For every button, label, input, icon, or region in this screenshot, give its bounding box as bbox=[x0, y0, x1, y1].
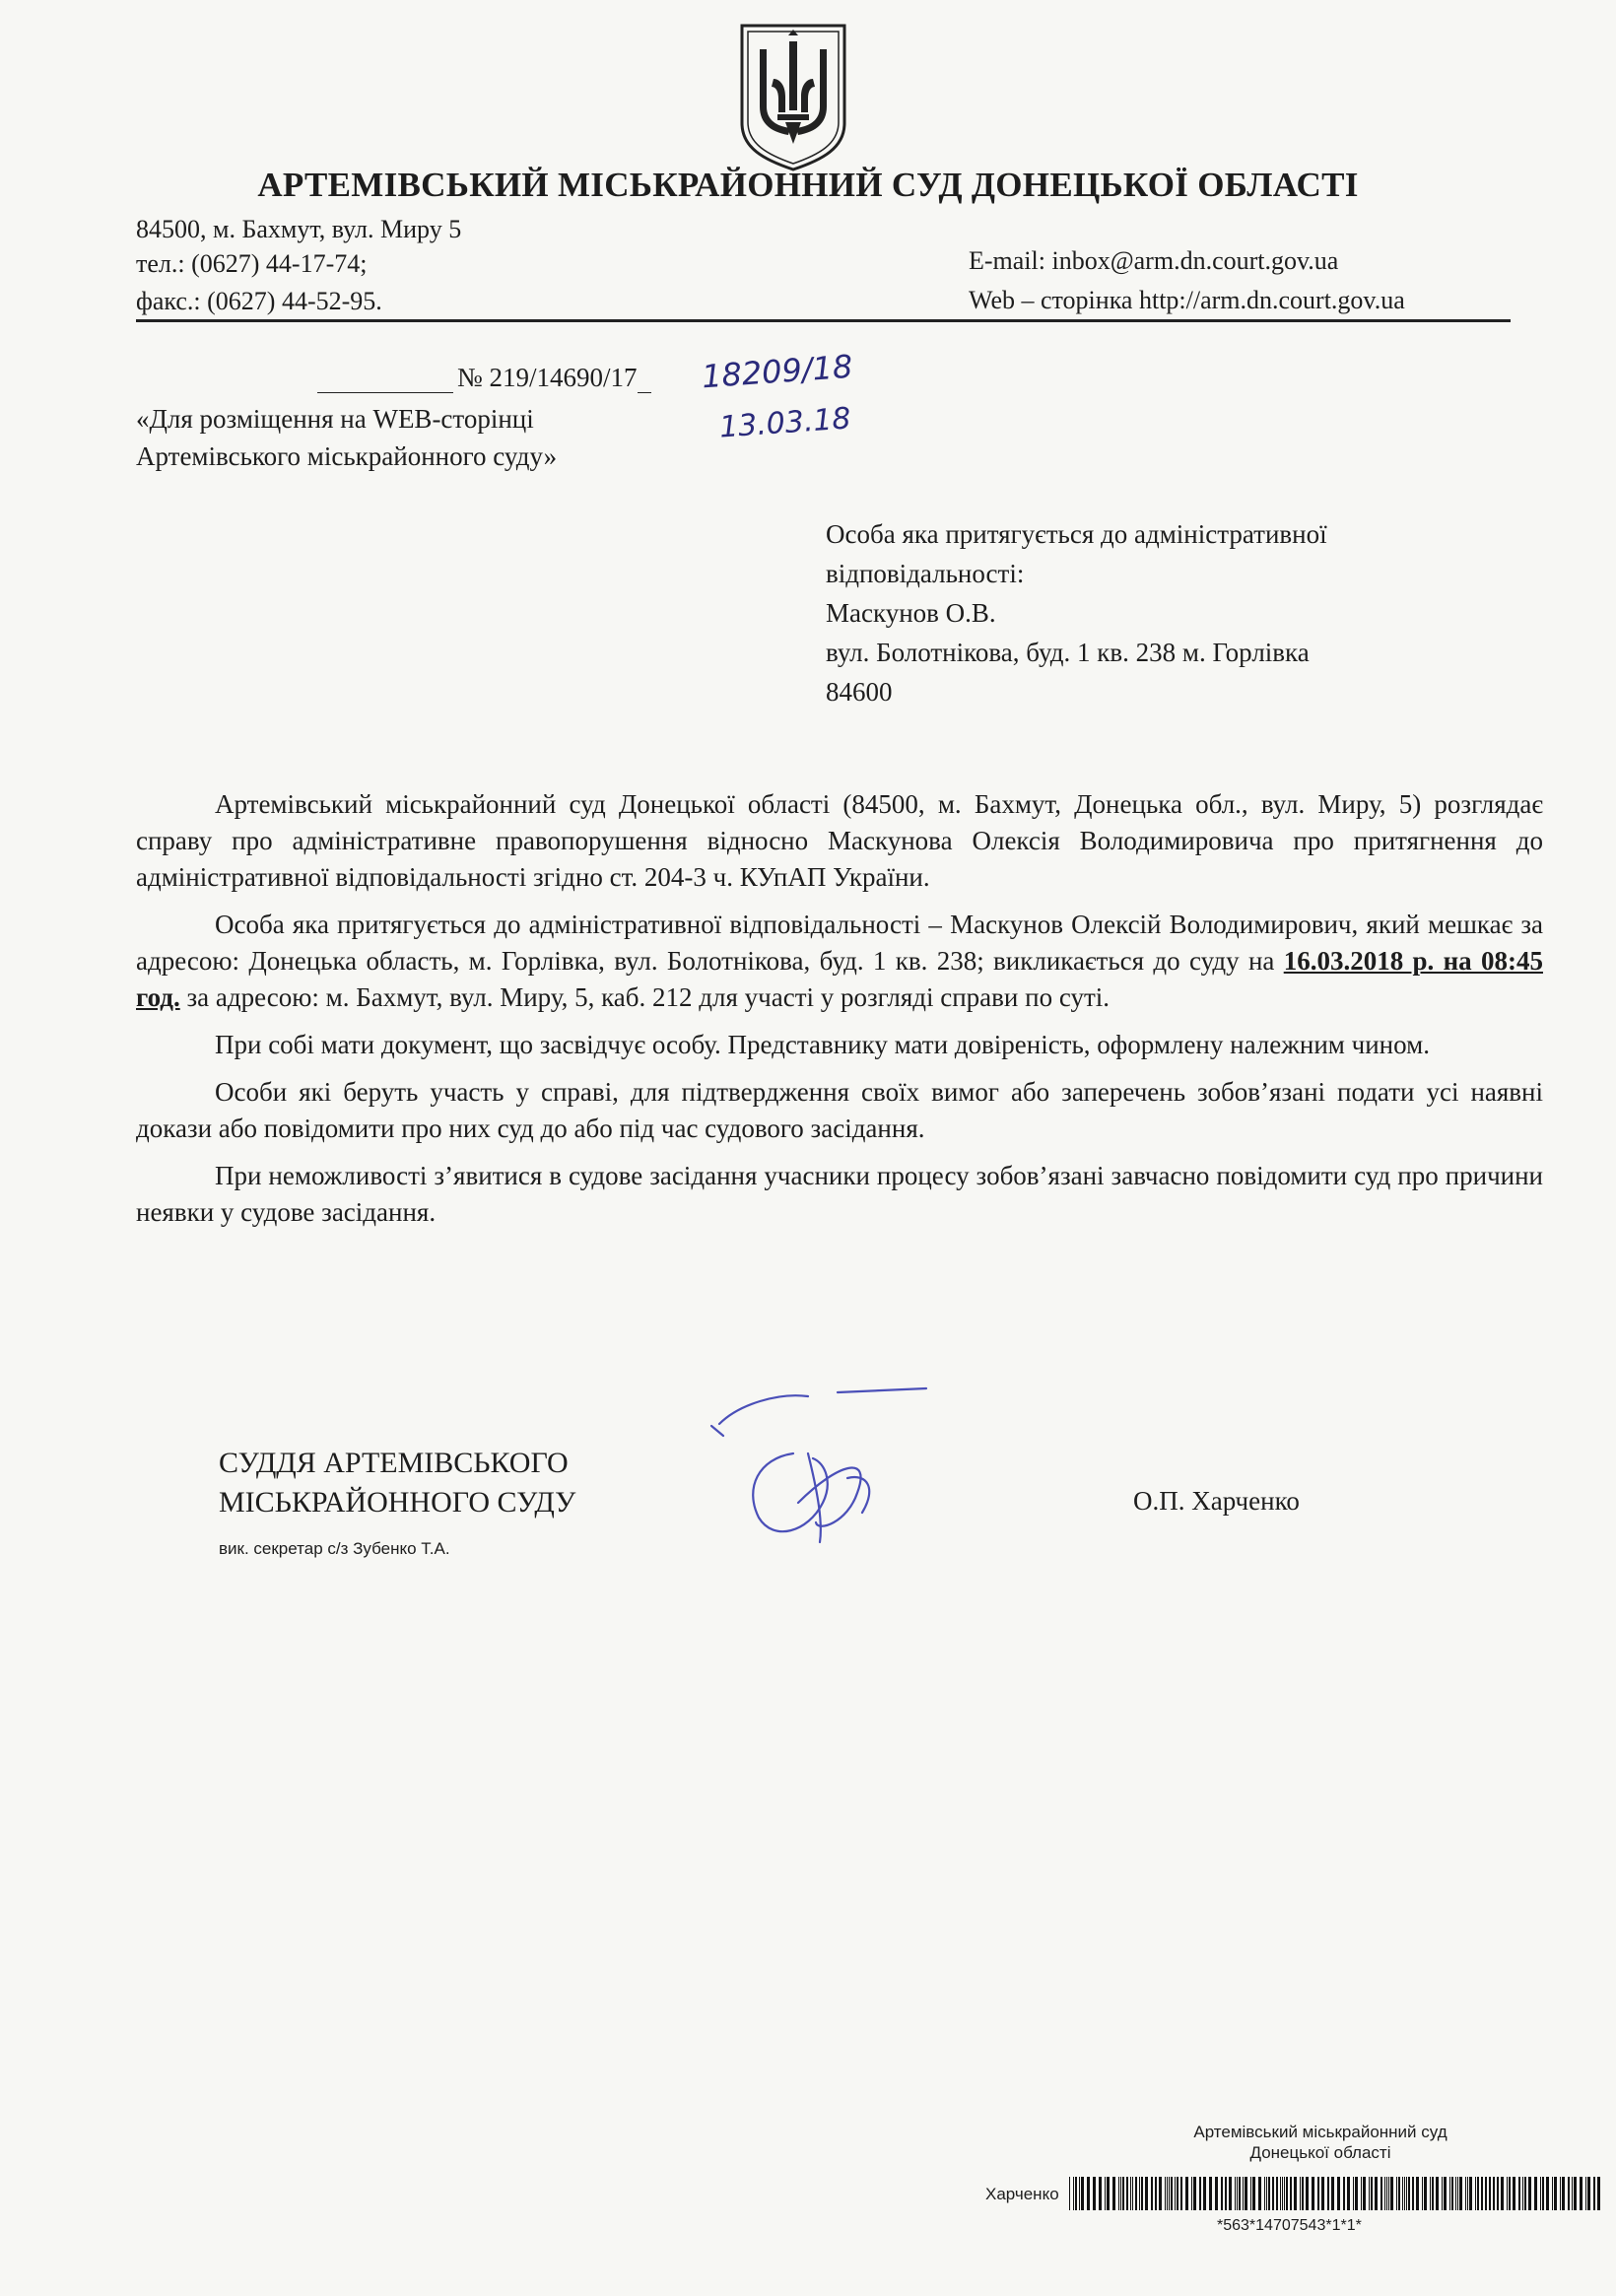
barcode-bar bbox=[1430, 2177, 1431, 2210]
barcode-bar bbox=[1079, 2177, 1080, 2210]
barcode-bar bbox=[1327, 2177, 1329, 2210]
barcode-bar bbox=[1171, 2177, 1173, 2210]
recipient-name: Маскунов О.В. bbox=[826, 598, 996, 628]
barcode-bar bbox=[1406, 2177, 1407, 2210]
barcode-bar bbox=[1286, 2177, 1288, 2210]
barcode-bar bbox=[1112, 2177, 1115, 2210]
barcode-bar bbox=[1469, 2177, 1472, 2210]
barcode-bar bbox=[1432, 2177, 1434, 2210]
barcode-bar bbox=[1459, 2177, 1462, 2210]
barcode-bar bbox=[1475, 2177, 1476, 2210]
barcode-bar bbox=[1489, 2177, 1491, 2210]
barcode-bar bbox=[1542, 2177, 1544, 2210]
barcode-bar bbox=[1363, 2177, 1366, 2210]
body-paragraph-summons bbox=[136, 907, 1543, 1016]
barcode-bar bbox=[1300, 2177, 1301, 2210]
barcode-bar bbox=[1302, 2177, 1304, 2210]
barcode-bar bbox=[1175, 2177, 1176, 2210]
barcode-bar bbox=[1120, 2177, 1121, 2210]
barcode-bar bbox=[1139, 2177, 1140, 2210]
barcode-bar bbox=[1282, 2177, 1283, 2210]
barcode-bar bbox=[1321, 2177, 1324, 2210]
barcode-bar bbox=[1422, 2177, 1423, 2210]
barcode-bar bbox=[1540, 2177, 1541, 2210]
barcode-bar bbox=[1416, 2177, 1419, 2210]
barcode-bar bbox=[1135, 2177, 1137, 2210]
barcode-bar bbox=[1306, 2177, 1309, 2210]
barcode-court-line1: Артемівський міськрайонний суд bbox=[1193, 2123, 1448, 2141]
handwritten-registration-number: 18209/18 bbox=[700, 347, 854, 396]
barcode-bar bbox=[1235, 2177, 1236, 2210]
barcode-bar bbox=[1209, 2177, 1212, 2210]
barcode-bar bbox=[1528, 2177, 1531, 2210]
barcode-bar bbox=[1534, 2177, 1537, 2210]
hearing-datetime: 16.03.2018 р. на 08:45 год. bbox=[136, 946, 1543, 1012]
barcode-bar bbox=[1258, 2177, 1261, 2210]
body-paragraph: Особи які беруть участь у справі, для підтвердження своїх вимог або заперечень зобов’язані подати усі наявні докази або повідомити про них суд до або під час судового засідання. bbox=[136, 1077, 1543, 1143]
barcode-bar bbox=[1562, 2177, 1565, 2210]
barcode-bar bbox=[1126, 2177, 1128, 2210]
barcode-bar bbox=[1597, 2177, 1600, 2210]
handwritten-date: 13.03.18 bbox=[717, 401, 852, 445]
barcode-bar bbox=[1252, 2177, 1255, 2210]
barcode-bar bbox=[1485, 2177, 1487, 2210]
barcode-bar bbox=[1159, 2177, 1162, 2210]
court-website: Web – сторінка http://arm.dn.court.gov.ua bbox=[969, 286, 1405, 314]
barcode-bar bbox=[1390, 2177, 1393, 2210]
barcode-bar bbox=[1130, 2177, 1131, 2210]
barcode-bar bbox=[1560, 2177, 1561, 2210]
recipient-postcode: 84600 bbox=[826, 677, 893, 707]
barcode-bar bbox=[1169, 2177, 1170, 2210]
barcode-bar bbox=[1568, 2177, 1570, 2210]
barcode-bar bbox=[1465, 2177, 1466, 2210]
letter-body bbox=[136, 786, 1543, 1242]
barcode-bar bbox=[1371, 2177, 1373, 2210]
barcode-judge: Харченко bbox=[985, 2185, 1059, 2203]
barcode-bar bbox=[1524, 2177, 1526, 2210]
barcode-bar bbox=[1574, 2177, 1577, 2210]
barcode-bar bbox=[1477, 2177, 1479, 2210]
recipient-role-line2: відповідальності: bbox=[826, 559, 1025, 588]
barcode-bar bbox=[1069, 2177, 1070, 2210]
barcode-bar bbox=[1180, 2177, 1182, 2210]
barcode-bar bbox=[1294, 2177, 1297, 2210]
barcode-bar bbox=[1522, 2177, 1523, 2210]
barcode-bar bbox=[1312, 2177, 1314, 2210]
barcode-bar bbox=[1384, 2177, 1385, 2210]
barcode-image bbox=[1069, 2177, 1606, 2210]
barcode-bar bbox=[1396, 2177, 1397, 2210]
barcode-bar bbox=[1518, 2177, 1520, 2210]
handwritten-signature bbox=[700, 1384, 956, 1552]
barcode-bar bbox=[1193, 2177, 1196, 2210]
barcode-bar bbox=[1587, 2177, 1590, 2210]
date-blank bbox=[317, 369, 453, 393]
barcode-bar bbox=[1276, 2177, 1278, 2210]
barcode-bar bbox=[1093, 2177, 1096, 2210]
barcode-bar bbox=[1317, 2177, 1319, 2210]
number-underline bbox=[638, 369, 651, 393]
barcode-bar bbox=[1552, 2177, 1553, 2210]
barcode-bar bbox=[1343, 2177, 1345, 2210]
barcode-bar bbox=[1081, 2177, 1084, 2210]
recipient-block bbox=[826, 514, 1515, 711]
recipient-role-line1: Особа яка притягується до адміністративної bbox=[826, 519, 1327, 549]
judge-title-line1: СУДДЯ АРТЕМІВСЬКОГО bbox=[219, 1447, 569, 1479]
barcode-bar bbox=[1141, 2177, 1143, 2210]
barcode-bar bbox=[1225, 2177, 1227, 2210]
barcode-bar bbox=[1118, 2177, 1119, 2210]
placement-note-line1: «Для розміщення на WEB-сторінці bbox=[136, 404, 534, 434]
barcode-bar bbox=[1451, 2177, 1453, 2210]
barcode-bar bbox=[1444, 2177, 1447, 2210]
judge-title-line2: МІСЬКРАЙОННОГО СУДУ bbox=[219, 1486, 576, 1519]
court-fax: факс.: (0627) 44-52-95. bbox=[136, 287, 382, 315]
barcode-bar bbox=[1507, 2177, 1508, 2210]
barcode-number: *563*14707543*1*1* bbox=[1217, 2217, 1362, 2234]
court-address: 84500, м. Бахмут, вул. Миру 5 bbox=[136, 215, 462, 243]
barcode-bar bbox=[1402, 2177, 1403, 2210]
barcode-bar bbox=[1404, 2177, 1405, 2210]
barcode-bar bbox=[1075, 2177, 1077, 2210]
barcode-bar bbox=[1167, 2177, 1168, 2210]
barcode-bar bbox=[1290, 2177, 1292, 2210]
recipient-address: вул. Болотнікова, буд. 1 кв. 238 м. Горлівка bbox=[826, 638, 1310, 667]
barcode-bar bbox=[1215, 2177, 1218, 2210]
barcode-bar bbox=[1572, 2177, 1573, 2210]
barcode-bar bbox=[1554, 2177, 1557, 2210]
barcode-bar bbox=[1593, 2177, 1595, 2210]
barcode-bar bbox=[1580, 2177, 1582, 2210]
court-phone: тел.: (0627) 44-17-74; bbox=[136, 249, 368, 278]
header-divider bbox=[136, 319, 1511, 322]
court-name: АРТЕМІВСЬКИЙ МІСЬКРАЙОННИЙ СУД ДОНЕЦЬКОЇ ОБЛАСТІ bbox=[257, 166, 1359, 204]
barcode-bar bbox=[1457, 2177, 1458, 2210]
barcode-bar bbox=[1268, 2177, 1270, 2210]
barcode-bar bbox=[1388, 2177, 1389, 2210]
barcode-bar bbox=[1250, 2177, 1251, 2210]
barcode-bar bbox=[1408, 2177, 1410, 2210]
barcode-bar bbox=[1239, 2177, 1241, 2210]
barcode-bar bbox=[1237, 2177, 1238, 2210]
barcode-bar bbox=[1145, 2177, 1148, 2210]
barcode-bar bbox=[1353, 2177, 1354, 2210]
barcode-bar bbox=[1266, 2177, 1267, 2210]
barcode-court-label bbox=[1173, 2122, 1468, 2163]
barcode-bar bbox=[1467, 2177, 1468, 2210]
barcode-bar bbox=[1501, 2177, 1504, 2210]
barcode-bar bbox=[1284, 2177, 1285, 2210]
barcode-court-line2: Донецької області bbox=[1249, 2143, 1391, 2162]
court-email: E-mail: inbox@arm.dn.court.gov.ua bbox=[969, 246, 1339, 275]
barcode-bar bbox=[1331, 2177, 1334, 2210]
barcode-bar bbox=[1449, 2177, 1450, 2210]
barcode-bar bbox=[1264, 2177, 1265, 2210]
barcode-bar bbox=[1347, 2177, 1350, 2210]
barcode-bar bbox=[1203, 2177, 1206, 2210]
barcode-bar bbox=[1546, 2177, 1549, 2210]
barcode-bar bbox=[1369, 2177, 1370, 2210]
barcode-bar bbox=[1412, 2177, 1414, 2210]
barcode-bar bbox=[1481, 2177, 1483, 2210]
body-paragraph: Артемівський міськрайонний суд Донецької області (84500, м. Бахмут, Донецька обл., вул. Миру, 5) розглядає справу про адміністративне правопорушення відносно Маскунова Олексія Володимировича про притягнення до адміністративної відповідальності згідно ст. 204-3 ч. КУпАП України. bbox=[136, 789, 1543, 892]
barcode-bar bbox=[1509, 2177, 1511, 2210]
barcode-bar bbox=[1436, 2177, 1439, 2210]
barcode-bar bbox=[1497, 2177, 1499, 2210]
barcode-bar bbox=[1272, 2177, 1274, 2210]
barcode-bar bbox=[1155, 2177, 1157, 2210]
barcode-bar bbox=[1380, 2177, 1382, 2210]
barcode-bar bbox=[1087, 2177, 1090, 2210]
barcode-bar bbox=[1107, 2177, 1110, 2210]
barcode-bar bbox=[1361, 2177, 1362, 2210]
outgoing-number bbox=[317, 363, 651, 393]
barcode-bar bbox=[1398, 2177, 1400, 2210]
barcode-bar bbox=[1221, 2177, 1223, 2210]
summons-text-end: за адресою: м. Бахмут, вул. Миру, 5, каб. 212 для участі у розгляді справи по суті. bbox=[179, 982, 1110, 1012]
barcode-bar bbox=[1493, 2177, 1495, 2210]
placement-note-line2: Артемівського міськрайонного суду» bbox=[136, 441, 558, 471]
barcode-bar bbox=[1191, 2177, 1192, 2210]
barcode-bar bbox=[1585, 2177, 1586, 2210]
barcode-bar bbox=[1442, 2177, 1443, 2210]
barcode-bar bbox=[1185, 2177, 1188, 2210]
coat-of-arms-icon bbox=[734, 20, 852, 172]
barcode-bar bbox=[1386, 2177, 1387, 2210]
barcode-bar bbox=[1513, 2177, 1515, 2210]
barcode-bar bbox=[1455, 2177, 1456, 2210]
barcode-bar bbox=[1337, 2177, 1340, 2210]
barcode-bar bbox=[1245, 2177, 1247, 2210]
body-paragraph: При собі мати документ, що засвідчує особу. Представнику мати довіреність, оформлену належним чином. bbox=[215, 1030, 1430, 1059]
barcode-bar bbox=[1199, 2177, 1201, 2210]
case-number: № 219/14690/17 bbox=[457, 363, 638, 392]
barcode-bar bbox=[1355, 2177, 1358, 2210]
barcode-bar bbox=[1105, 2177, 1106, 2210]
barcode-bar bbox=[1375, 2177, 1378, 2210]
barcode-bar bbox=[1099, 2177, 1102, 2210]
barcode-bar bbox=[1424, 2177, 1427, 2210]
barcode-bar bbox=[1073, 2177, 1074, 2210]
barcode-bar bbox=[1165, 2177, 1166, 2210]
barcode-bar bbox=[1243, 2177, 1244, 2210]
judge-name: О.П. Харченко bbox=[1133, 1486, 1300, 1516]
barcode-bar bbox=[1122, 2177, 1124, 2210]
barcode-bar bbox=[1177, 2177, 1178, 2210]
barcode-bar bbox=[1229, 2177, 1232, 2210]
executor-note: вик. секретар с/з Зубенко Т.А. bbox=[219, 1539, 450, 1558]
barcode-bar bbox=[1132, 2177, 1133, 2210]
summons-text-start: Особа яка притягується до адміністративної відповідальності – Маскунов Олексій Володимирович, який мешкає за адресою: Донецька область, м. Горлівка, вул. Болотнікова, буд. 1 кв. 238; викликається до суду на bbox=[136, 910, 1543, 976]
body-paragraph: При неможливості з’явитися в судове засідання учасники процесу зобов’язані завчасно повідомити суд про причини неявки у судове засідання. bbox=[136, 1161, 1543, 1227]
barcode-bar bbox=[1151, 2177, 1153, 2210]
barcode-bar bbox=[1280, 2177, 1281, 2210]
